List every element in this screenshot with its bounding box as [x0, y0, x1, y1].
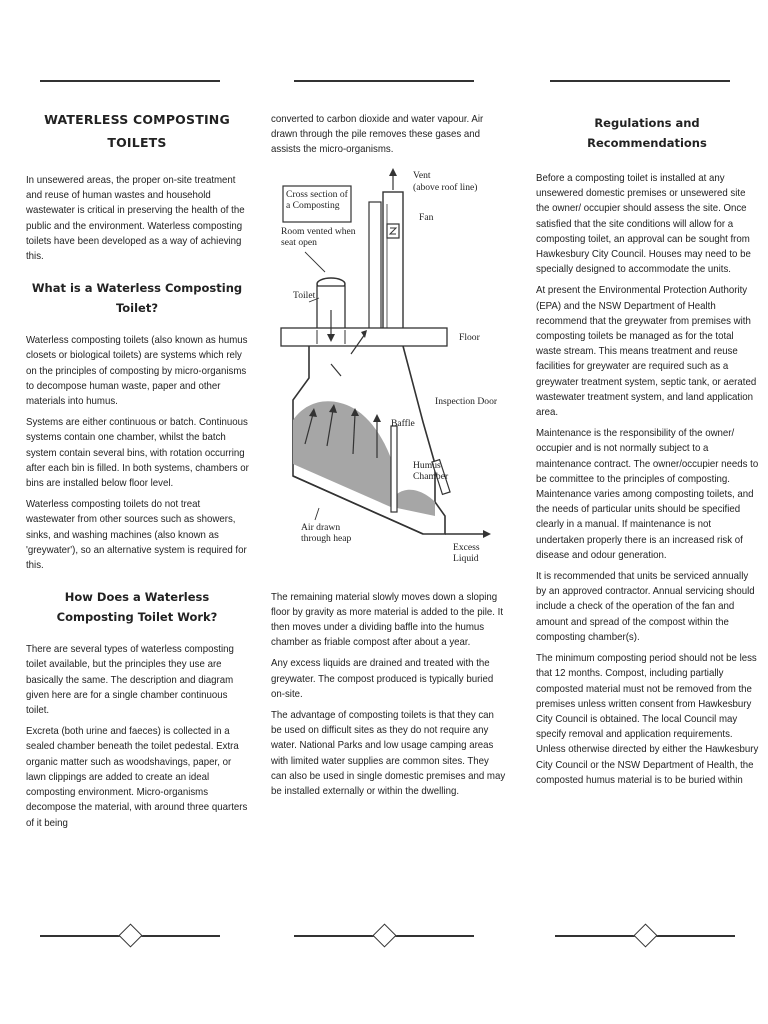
remaining-material-paragraph: The remaining material slowly moves down a sloping floor by gravity as more material is added to the pile. It then moves under a dividing baffle into the humus chamber as friable compost after about a year.	[271, 591, 504, 649]
how-paragraph-2: Excreta (both urine and faeces) is collected in a sealed chamber beneath the toilet pedestal. Extra organic matter such as woodshavings, paper, or lawn clippings are added to create an ideal composting environment. Micro-organisms decompose the material, with around three quarters of it being	[26, 726, 248, 829]
bottom-divider-col1	[40, 924, 220, 948]
intro-paragraph: In unsewered areas, the proper on-site treatment and reuse of human wastes and household wastewater is critical in preserving the health of the public and the environment. Waterless composting toilets have been developed as a way of achieving this.	[26, 175, 245, 263]
heading-what-is: What is a Waterless Composting Toilet?	[31, 281, 243, 316]
humus-chamber-label: Humus Chamber	[413, 459, 449, 482]
page-title: WATERLESS COMPOSTING TOILETS	[44, 112, 230, 150]
regulations-paragraph-1: Before a composting toilet is installed at any unsewered domestic premises or unsewered site the owner/ occupier should assess the site. Once satisfied that the site conditions will allow for a composting toilet, an approval can be sought from Hawkesbury City Council. Houses may need to be specially designed to accommodate the units.	[536, 173, 751, 276]
column-middle	[271, 112, 505, 805]
heading-how-works: How Does a Waterless Composting Toilet Work?	[56, 590, 218, 625]
how-paragraph-1: There are several types of waterless composting toilet available, but the principles they use are basically the same. The description and diagram given here are for a single chamber continuous toilet.	[26, 644, 234, 717]
room-vent-label: Room vented when seat open	[281, 225, 356, 248]
top-rule-col1	[40, 80, 220, 82]
diamond-ornament-icon	[633, 923, 657, 947]
fan-label: Fan	[419, 211, 434, 223]
regulations-paragraph-3: Maintenance is the responsibility of the owner/ occupier and is not normally subject to a maintenance contract. The owner/occupier needs to be committee to the principles of composting. Maintenance varies among composting toilets, and the needs of particular units should be specified clearly in a manual. If maintenance is not undertaken properly there is an increased risk of disease and odour generation.	[536, 428, 759, 561]
vent-note-label: (above roof line)	[413, 181, 478, 193]
vent-label: Vent	[413, 169, 431, 181]
what-paragraph-1: Waterless composting toilets (also known as humus closets or biological toilets) are systems which rely on the principles of composting by micro-organisms to decompose human waste, paper and other materials into humus.	[26, 335, 248, 408]
bottom-divider-col3	[555, 924, 735, 948]
continued-paragraph: converted to carbon dioxide and water vapour. Air drawn through the pile removes these gases and assists the micro-organisms.	[271, 114, 484, 156]
column-right	[536, 113, 758, 794]
inspection-door-label: Inspection Door	[435, 395, 498, 407]
diamond-ornament-icon	[372, 923, 396, 947]
top-rule-col3	[550, 80, 730, 82]
regulations-paragraph-4: It is recommended that units be serviced annually by an approved contractor. Annual servicing should include a check of the operation of the fan and amount and spread of the compost within the composting chamber(s).	[536, 571, 755, 643]
excess-liquids-paragraph: Any excess liquids are drained and treated with the greywater. The compost produced is typically buried on-site.	[271, 658, 494, 700]
regulations-paragraph-5: The minimum composting period should not be less that 12 months. Compost, including partially composted material must not be removed from the premises unless written consent from Hawkesbury City Council is obtained. The local Council may specify removal and application requirements. Unless otherwise directed by either the Hawkesbury City Council or the NSW Department of Health, the composted humus material is to be buried within	[536, 653, 759, 786]
heading-regulations: Regulations and Recommendations	[587, 116, 707, 150]
what-paragraph-2: Systems are either continuous or batch. Continuous systems contain one chamber, whilst the batch system contain several bins, with rotation occurring after each bin is filled. In both systems, chambers or bins are installed below floor level.	[26, 417, 249, 490]
toilet-label: Toilet	[293, 289, 316, 301]
excess-liquid-label: Excess Liquid	[453, 541, 480, 564]
regulations-paragraph-2: At present the Environmental Protection Authority (EPA) and the NSW Department of Health recommend that the greywater from premises with composting toilets be managed as for the total waste stream. This means treatment and reuse facilities for greywater are required such as a greywater treatment system, septic tank, or aerated wastewater treatment system, and land application area.	[536, 285, 757, 419]
advantage-paragraph: The advantage of composting toilets is that they can be used on difficult sites as they do not require any water. National Parks and low usage camping areas with limited water supplies are common sites. They can also be used in single domestic premises and may be installed externally or within the dwelling.	[271, 710, 506, 798]
air-drawn-label: Air drawn through heap	[301, 521, 352, 544]
diagram-caption: Cross section of a Composting	[286, 188, 348, 211]
bottom-divider-col2	[294, 924, 474, 948]
diamond-ornament-icon	[118, 923, 142, 947]
composting-toilet-diagram	[273, 164, 505, 584]
what-paragraph-3: Waterless composting toilets do not treat wastewater from other sources such as showers, sinks, and washing machines (also known as 'greywater'), so an alternative system is required for this.	[26, 499, 247, 572]
top-rule-col2	[294, 80, 474, 82]
column-left	[26, 108, 248, 837]
floor-label: Floor	[459, 331, 480, 343]
baffle-label: Baffle	[391, 417, 415, 429]
